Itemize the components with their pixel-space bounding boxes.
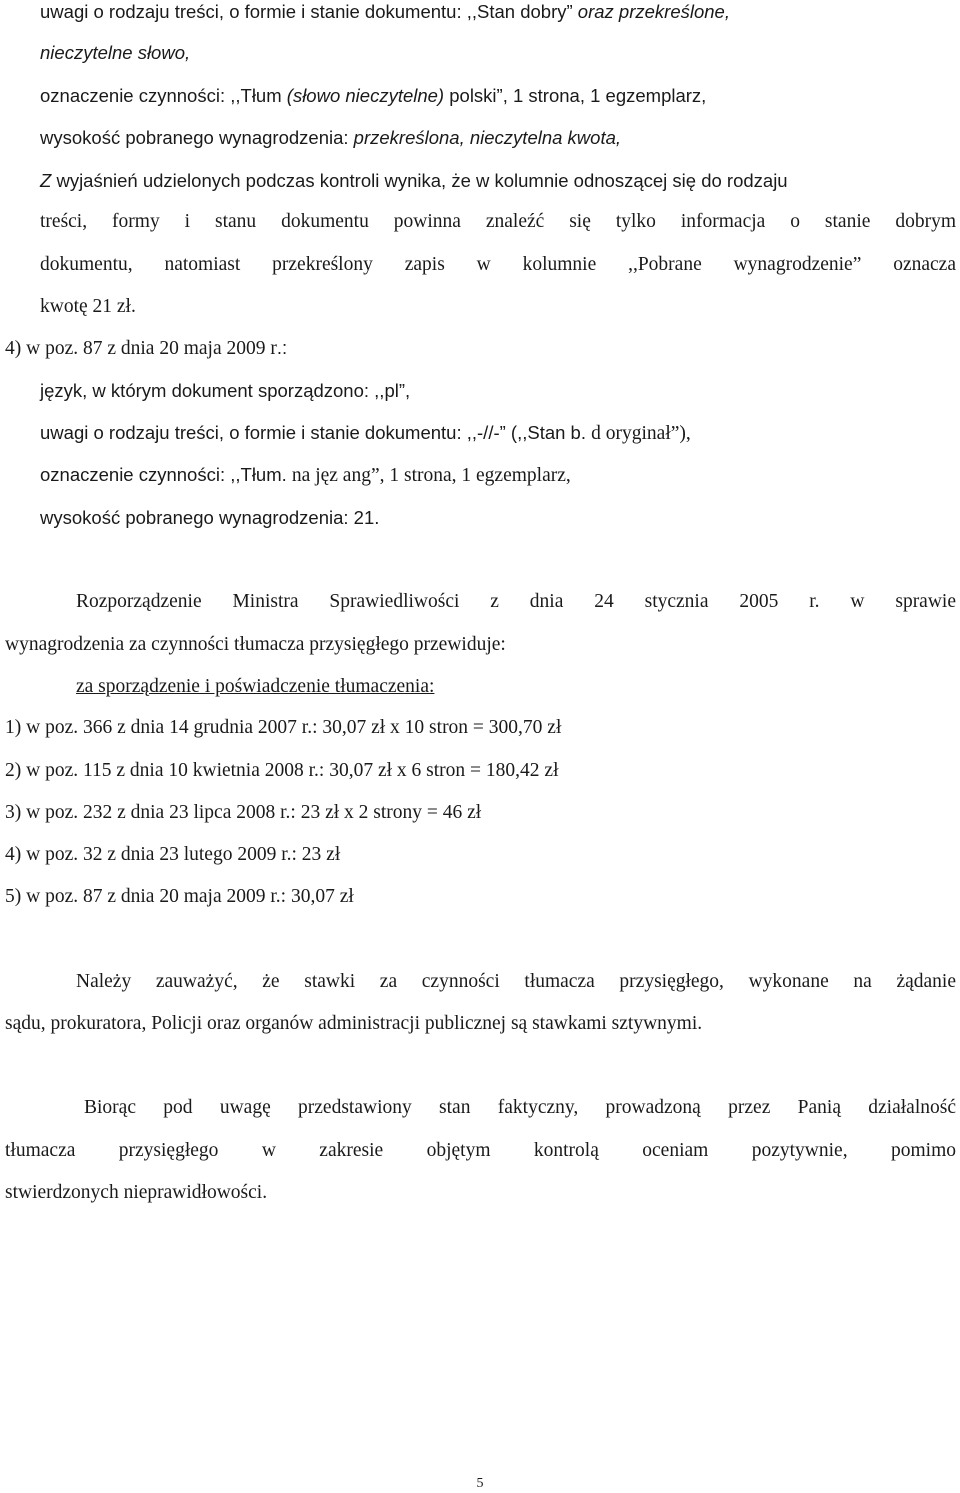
text-span: oznaczenie czynności: ,,Tłum.	[40, 464, 292, 485]
text-span: uwagi o rodzaju treści, o formie i stanie dokumentu: ,,Stan dobry”	[40, 1, 578, 22]
list-item: 3) w poz. 232 z dnia 23 lipca 2008 r.: 23 zł x 2 strony = 46 zł	[5, 802, 482, 823]
italic-span: przekreślona, nieczytelna kwota,	[353, 127, 622, 148]
text-span: uwagi o rodzaju treści, o formie i stanie dokumentu: ,,-//-” (,,Stan b.	[40, 422, 592, 443]
italic-span: Z	[40, 170, 52, 191]
text-span: wyjaśnień udzielonych podczas kontroli wynika, że w kolumnie odnoszącej się do rodzaju	[51, 170, 788, 191]
text-line	[40, 421, 691, 446]
paragraph-line: wynagrodzenia za czynności tłumacza przysięgłego przewiduje:	[5, 634, 506, 655]
text-line	[40, 126, 621, 150]
paragraph-line: sądu, prokuratora, Policji oraz organów administracji publicznej są stawkami sztywnymi.	[5, 1013, 703, 1034]
paragraph-line: Należy zauważyć, że stawki za czynności tłumacza przysięgłego, wykonane na żądanie	[76, 971, 956, 992]
text-span: na jęz ang”, 1 strona, 1 egzemplarz,	[291, 465, 571, 486]
list-item: 5) w poz. 87 z dnia 20 maja 2009 r.: 30,07 zł	[5, 886, 354, 907]
text-line: język, w którym dokument sporządzono: ,,pl”,	[40, 380, 411, 401]
text-line	[40, 0, 730, 24]
text-line	[40, 463, 571, 488]
text-span: d oryginał”),	[591, 423, 691, 444]
list-item: 2) w poz. 115 z dnia 10 kwietnia 2008 r.: 30,07 zł x 6 stron = 180,42 zł	[5, 760, 559, 781]
list-item: 1) w poz. 366 z dnia 14 grudnia 2007 r.: 30,07 zł x 10 stron = 300,70 zł	[5, 717, 562, 738]
list-item	[5, 336, 287, 361]
text-span: polski”, 1 strona, 1 egzemplarz,	[444, 85, 707, 106]
text-line: dokumentu, natomiast przekreślony zapis w kolumnie ,,Pobrane wynagrodzenie” oznacza	[40, 254, 956, 275]
paragraph-line: tłumacza przysięgłego w zakresie objętym kontrolą oceniam pozytywnie, pomimo	[5, 1140, 956, 1161]
text-line: wysokość pobranego wynagrodzenia: 21.	[40, 507, 380, 528]
text-line: kwotę 21 zł.	[40, 296, 136, 317]
text-span: .:	[276, 337, 288, 358]
italic-span: (słowo nieczytelne)	[286, 85, 445, 106]
text-line	[40, 169, 788, 193]
text-line	[40, 84, 706, 108]
list-item: 4) w poz. 32 z dnia 23 lutego 2009 r.: 23 zł	[5, 844, 341, 865]
text-line: treści, formy i stanu dokumentu powinna znaleźć się tylko informacja o stanie dobrym	[40, 211, 956, 232]
paragraph-line: Rozporządzenie Ministra Sprawiedliwości z dnia 24 stycznia 2005 r. w sprawie	[76, 591, 956, 612]
text-span: wysokość pobranego wynagrodzenia:	[40, 127, 354, 148]
section-heading: za sporządzenie i poświadczenie tłumaczenia:	[76, 676, 435, 697]
paragraph-line: Biorąc pod uwagę przedstawiony stan faktyczny, prowadzoną przez Panią działalność	[84, 1097, 956, 1118]
text-line: nieczytelne słowo,	[40, 42, 191, 63]
paragraph-line: stwierdzonych nieprawidłowości.	[5, 1182, 268, 1203]
text-span: 4) w poz. 87 z dnia 20 maja 2009 r	[5, 338, 277, 359]
page-number: 5	[476, 1476, 484, 1491]
text-span: oznaczenie czynności: ,,Tłum	[40, 85, 287, 106]
italic-span: oraz przekreślone,	[577, 1, 730, 22]
